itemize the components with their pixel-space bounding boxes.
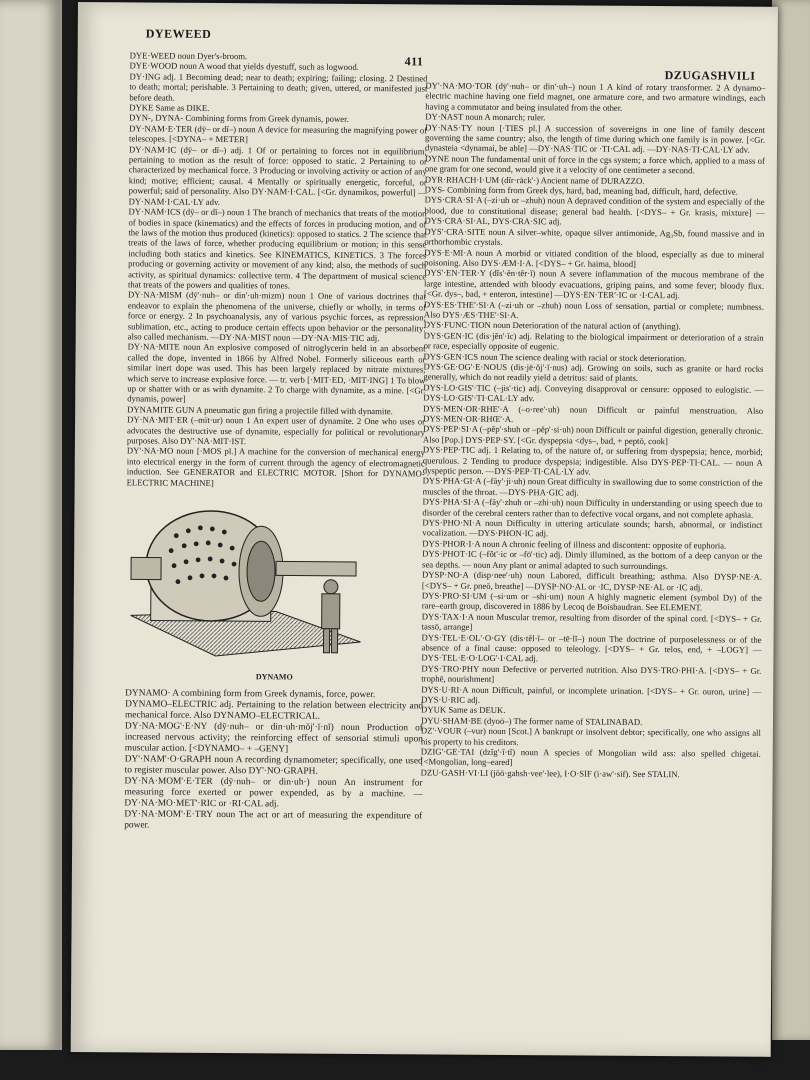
dictionary-entry: DY·NA·MITE noun An explosive composed of nitroglycerin held in an absorbent called the dope, invented in 1866 by Alfred Nobel. Formerly siliceous earth or similar inert dope was used. This has been largely replaced by nitrate mixtures, which serve to increase explosive force. — tr. verb [·MIT·ED, ·MIT·ING] 1 To blow up or shatter with or as with dynamite. 2 To charge with dynamite, as a mine. [<Gr. dynamis, power] [127,341,426,405]
dictionary-entry: DYS·PHA·SI·A (–fāy'·zhuh or –zhi·uh) noun Difficulty in understanding or using speech due to disorder of the cerebral centers rather than to defective vocal organs, and not complete aphasia. [422,496,763,520]
dictionary-entry: DYNAMITE GUN A pneumatic gun firing a projectile filled with dynamite. [127,404,393,417]
dictionary-entry: DYUK Same as DEUK. [421,704,506,716]
dictionary-entry: DYS·TRO·PHY noun Defective or perverted nutrition. Also DYS·TRO·PHI·A. [<DYS– + Gr. trophē, nourishment] [421,663,762,685]
dictionary-entry: DY·ING adj. 1 Becoming dead; near to death; expiring; failing; closing. 2 Destined to death; mortal; perishable. 3 Pertaining to death; given, uttered, or manifested just before death. [129,71,428,103]
dictionary-entry: DYE·WOOD noun A wood that yields dyestuff, such as logwood. [129,60,359,73]
dictionary-entry: DYS·TAX·I·A noun Muscular tremor, resulting from disorder of the spinal cord. [<DYS– + Gr. tassō, arrange] [421,611,762,632]
dictionary-entry: DYS- Combining form from Greek dys, hard, bad, meaning bad, difficult, hard, defective. [424,184,738,197]
guide-word-right: DZUGASHVILI [664,68,756,83]
dictionary-entry: DYS·ES·THE'·SI·A (–zi·uh or –zhuh) noun Loss of sensation, partial or complete; numbness. Also DYS·ÆS·THE'·SI·A. [423,298,764,321]
dictionary-entry: DYS·PEP·TIC adj. 1 Relating to, of the nature of, or suffering from dyspepsia; hence, morbid; querulous. 2 Tending to produce dyspepsia; indigestible. Also DYS·PEP·TI·CAL. — noun A dyspeptic person. —DYS·PEP·TI·CAL·LY adv. [422,444,763,477]
dictionary-entry: DYS·E·MI·A noun A morbid or vitiated condition of the blood, especially as due to mineral poisoning. Also DYS·ÆM·I·A. [<DYS– + Gr. haima, blood] [424,246,765,269]
dictionary-entry: DYU·SHAM·BE (dyoō–) The former name of STALINABAD. [420,715,643,727]
dictionary-entry: DYS·PHOR·I·A noun A chronic feeling of illness and discontent: opposite of euphoria. [422,538,727,551]
dictionary-entry: DYS·TEL·E·OL'·O·GY (dis·tĕl·ĭ– or –tē·lĭ–) noun The doctrine of purposelessness or of the absence of a final cause: opposed to teleology. [<DYS– + Gr. telos, end, + –LOGY] —DYS·TEL·E·O·LOG'·I·CAL adj. [421,631,762,664]
dictionary-entry: DYS·PHO·NI·A noun Difficulty in uttering articulate sounds; harsh, abnormal, or indistinct vocalization. —DYS·PHON·IC adj. [422,517,763,539]
dictionary-entry: DYS·GEN·IC (dis·jĕn'·ĭc) adj. Relating to the biological impairment or deterioration of a strain or race, especially opposite of eugenic. [423,330,764,352]
dictionary-entry: DY·NAST noun A monarch; ruler. [425,111,546,123]
dictionary-entry: DY·NAM·ICS (dȳ– or dĭ–) noun 1 The branch of mechanics that treats of the motion of bodies in space (kinematics) and the effects of forces in producing motion, and of the laws of the motion thus produced (kinetics): opposed to statics. 2 The science that treats of the laws of force, whether producing equilibrium or motion; in this sense including both statics and kinetics. See KINEMATICS, KINETICS. 3 The forces producing or governing activity or movement of any kind; also, the methods of such activity, as spiritual dynamics: collective term. 4 The department of musical science that treats of the powers and qualities of tones. [127,206,427,291]
dictionary-entry: DYNAMO–ELECTRIC adj. Pertaining to the relation between electricity and mechanical force. Also DYNAMO–ELECTRICAL. [124,699,424,722]
dictionary-entry: DYS·GE·OG'·E·NOUS (dis·jē·ŏj'·ĭ·nus) adj. Growing on soils, such as granite or hard rocks generally, which do not readily yield a detritus: said of plants. [423,361,764,384]
dictionary-entry: DYS·PEP·SI·A (–pĕp'·shuh or –pĕp'·si·uh) noun Difficult or painful digestion, generally chronic. Also [Pop.] DYS·PEP·SY. [<Gr. dyspepsia <dys–, bad, + peptō, cook] [422,423,764,446]
dictionary-entry: DY·NA·MIT·ER (–mīt·ur) noun 1 An expert user of dynamite. 2 One who uses or advocates the destructive use of dynamite, especially for political or revolutionary purposes. Also DY'·NA·MIT·IST. [126,414,426,447]
page-number: 411 [404,54,424,69]
dictionary-entry: DYR·RHACH·I·UM (dĭr·rāck'·) Ancient name of DURAZZO. [424,174,645,186]
dictionary-entry: DZIG'·GE·TAI (dzĭg'·ĭ·tĭ) noun A species of Mongolian wild ass: also spelled chigetai. [<Mongolian, long–eared] [420,746,761,768]
dictionary-entry: DYNE noun The fundamental unit of force in the cgs system; a force which, applied to a mass of one gram for one second, would give it a velocity of one centimeter a second. [424,153,765,176]
dictionary-entry: DYS·FUNC·TION noun Deterioration of the natural action of (anything). [423,319,681,332]
dictionary-entry: DY·NA·MOM'·E·TER (dȳ·nuh– or din·uh·) noun An instrument for measuring force exerted or power expended, as by a machine. —DY·NA·MO·MET'·RIC or ·RI·CAL adj. [124,776,423,810]
dynamo-illustration [125,495,366,667]
figure-caption: DYNAMO [255,672,293,682]
left-column [124,50,427,833]
dictionary-entry: DY·NA·MOG'·E·NY (dȳ·nuh– or din·uh·mŏj'·ĭ·nĭ) noun Production of increased nervous activity; the reinforcing effect of sensorial stimuli upon muscular action. [<DYNAMO– + –GENY] [124,721,423,755]
dictionary-entry: DY'·NA·MO noun [·MOS pl.] A machine for the conversion of mechanical energy into electrical energy in the form of current through the agency of electromagnetic induction. See GENERATOR and ELECTRIC MOTOR. [Short for DYNAMO-ELECTRIC MACHINE] [126,445,425,488]
dictionary-entry: DYS·CRA·SI·A (–zi·uh or –zhuh) noun A depraved condition of the system and especially of the blood, due to constitutional disease; general bad health. [<DYS– + Gr. krasis, mixture] —DYS·CRA·SI·AL, DYS·CRA·SIC adj. [424,194,765,227]
dictionary-entry: DY·NAS·TY noun [·TIES pl.] A succession of sovereigns in one line of family descent governing the same country; also, the length of time during which one family is in power. [<Gr. dynasteia <dynamai, be able] —DY·NAS·TIC or ·TI·CAL adj. —DY·NAS·TI·CAL·LY adv. [424,122,766,156]
dictionary-entry: DYNAMO· A combining form from Greek dynamis, force, power. [125,688,376,700]
dictionary-entry: DYS'·EN·TER·Y (dĭs'·ĕn·tĕr·ĭ) noun A severe inflammation of the mucous membrane of the large intestine, attended with bloody evacuations, griping pains, and some fever; bloody flux. [<Gr. dys–, bad, + enteron, intestine] —DYS·EN·TER'·IC or ·I·CAL adj. [423,267,765,301]
left-page-edge [0,0,62,1050]
dictionary-entry: DZU·GASH·VI·LI (jōō·gahsh·vee'·lee), I·O·SIF (i·aw'·sif). See STALIN. [420,767,680,780]
dictionary-entry: DYS·LO·GIS'·TIC (–jis'·tic) adj. Conveying disapproval or censure: opposed to eulogistic. —DYS·LO·GIS'·TI·CAL·LY adv. [423,382,764,404]
dictionary-entry: DYS·MEN·OR·RHE'·A (–o·ree'·uh) noun Difficult or painful menstruation. Also DYS·MEN·OR·RHŒ'·A. [423,403,764,425]
right-page-edge [772,0,810,1040]
dictionary-entry: DZ'·VOUR (–vur) noun [Scot.] A bankrupt or insolvent debtor; specifically, one who assigns all his property to his creditors. [420,725,761,747]
dictionary-entry: DY·NAM·IC (dȳ– or dĭ–) adj. 1 Of or pertaining to forces not in equilibrium; pertaining to motion as the result of force: opposed to static. 2 Pertaining to or characterized by mechanical force. 3 Producing or involving activity or action of any kind; motive; efficient; causal. 4 Mentally or spiritually energetic, forceful, or powerful; said of personality. Also DY·NAM·I·CAL. [<Gr. dynamikos, powerful] —DY·NAM·I·CAL·LY adv. [128,144,428,207]
dictionary-entry: DY·NA·MISM (dȳ'·nuh– or din'·uh·mizm) noun 1 One of various doctrines that endeavor to explain the phenomena of the universe, chiefly or wholly, in terms of force or energy. 2 In psychoanalysis, any of various psychic forces, as repression, sublimation, etc., acting to produce certain effects upon behavior or the personality: also called mechanism. —DY·NA·MIST noun —DY·NA·MIS·TIC adj. [127,289,426,344]
right-column [421,80,766,780]
dictionary-entry: DY·NA·MOM'·E·TRY noun The act or art of measuring the expenditure of power. [124,809,423,831]
dictionary-entry: DYE·WEED noun Dyer's-broom. [129,50,248,62]
dictionary-entry: DYS'·CRA·SITE noun A silver–white, opaque silver antimonide, Ag₃Sb, found massive and in orthorhombic crystals. [424,226,765,248]
dictionary-entry: DYS·PHOT·IC (–fŏt'·ic or –fō'·tic) adj. Dimly illumined, as the bottom of a deep canyon or the sea depths. — noun Any plant or animal adapted to such surroundings. [422,548,763,571]
dictionary-entry: DYS·PHA·GI·A (–fāy'·ji·uh) noun Great difficulty in swallowing due to some constriction of the muscles of the throat. —DYS·PHA·GIC adj. [422,475,763,498]
dictionary-entry: DY'·NAM'·O·GRAPH noun A recording dynamometer; specifically, one used to register muscular power. Also DY'·NO·GRAPH. [124,754,423,777]
dictionary-entry: DYS·GEN·ICS noun The science dealing with racial or stock deterioration. [423,350,687,363]
dictionary-page [71,2,778,1057]
dictionary-entry: DYSP·NO·A (disp·nee'·uh) noun Labored, difficult breathing; asthma. Also DYSP·NE·A. [<DYS– + Gr. pneō, breathe] —DYSP·NO·AL or ·IC, DYSP·NE·AL or ·IC adj. [421,569,763,592]
dictionary-entry: DYN-, DYNA- Combining forms from Greek dynamis, power. [129,112,349,125]
dictionary-entry: DY·NAM·E·TER (dȳ– or dĭ–) noun A device for measuring the magnifying power of telescopes. [<DYNA– + METER] [129,123,428,145]
dictionary-entry: DYKE Same as DIKE. [129,102,210,113]
dictionary-entry: DYS·U·RI·A noun Difficult, painful, or incomplete urination. [<DYS– + Gr. ouron, urine] —DYS·U·RIC adj. [421,683,762,705]
guide-word-left: DYEWEED [145,26,212,41]
dictionary-entry: DYS·PRO·SI·UM (–si·um or –shi·um) noun A highly magnetic element (symbol Dy) of the rare–earth group, discovered in 1886 by Lecoq de Boisbaudran. See ELEMENT. [421,590,762,613]
dictionary-entry: DY'·NA·MO·TOR (dȳ'·nuh– or din'·uh–) noun 1 A kind of rotary transformer. 2 A dynamo–electric machine having one field magnet, one armature core, and two armature windings, each having a commutator and being insulated from the other. [425,80,766,113]
